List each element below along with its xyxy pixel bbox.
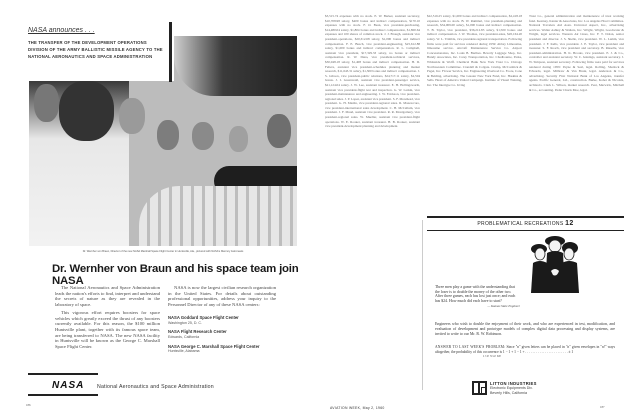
announce-body: THE TRANSFER OF THE DEVELOPMENT OPERATIONS DIVISION OF THE ARMY BALLISTIC MISSILE AGENCY TO THE NATIONAL AERONAUTICS AND SPACE ADMINISTRATION [28,40,163,59]
three-men-cartoon-icon [525,233,585,293]
center-name: NASA George C. Marshall Space Flight Center [168,343,260,349]
photo-caption: Dr. Wernher von Braun, Director of the new NASA Marshall Space Flight Center in Huntsville, Ala., pictured with NASA's Mercury Astronauts [82,250,244,253]
puzzle-rule-bottom [427,230,624,231]
puzzle-source: — Kansas State Engineer [487,304,520,309]
salary-listing-column-2: $22,516.25 salary, $1,000 bonus and indirect compensation, $2,418.18 expenses with no stock. B. W. Rummel, vice president-planning and research, $34,009.00 salary, $1,000 bonus and indirect compensation. T. B. Taylor, vice president, $36,212.83 salary, $1,500 bonus and indirect compensation. J. W. Thomas, vice president-sales, $20,164.20 salary. W. L. Trimble, vice president-regional transportation. Following firms were paid for services rendered during 1959: Abbey Limousine, limousine service. Aircraft Maintenance Service Co. Airport Concessionaires, Inc. Louis B. Barthes. Beverly Luggage Shop, Inc. Bundy Associates, Inc. Carey Transportation, Inc. Chadbourne, Parke, Whiteside & Wolff. Chemical Bank New York Trust Co. Chicago Northwestern Committee. Crandall & Colgate. Crump, McCormick & Paget, Inc. Flower Service, Inc. Engineering Overload Co. Foote, Cone & Belding, advertising. The Greater New York Fund, Inc. Haskins & Sells. Heart of America United Campaign. Institute of Visual Training, Inc. The Intertype Co. Irving [427,14,522,87]
salary-listing-column-3: Trust Co., general administration and maintenance of trust working fund. Kearney, Kanter & Associates, Inc. Los Angeles Host Committee. National Travelers Aid Assn. Universal Aspect, Inc., advertising services. Walter Ashley & Walters, Inc. Wright, Wright, Goodwater & Wright, legal services. Western Air Lines, Inc. F. T. Dolan, senior president and director. J. S. Shelle, vice president. W. L. Lamm, vice president. J. F. Kells, vice president. J. E. Taylor, vice president and treasurer. S. F. Roach, vice president and secretary. B. Rieselle, vice president-administration. H. K. Brooks, vice president. E. J. & Co., controller and assistant secretary. W. C. Jennings, assistant secretary. J. W. Simpson, assistant secretary. Following firms were paid for services rendered during 1959: Payne & Seal, legal. Rolling, Shatlock & Edwards, legal. Milbraw & Van Brunt, legal. Anderson & Co., advertising. Security First National Bank of Los Angeles, transfer agents. Pacific General, Ltd., construction. Burke, Kober & Nicolais, architects. Clark L. Wilson, market research. Peat, Marwick, Mitchell & Co., accounting. Peder Chuck Moe, legal. [529,14,624,92]
nasa-announces-box [28,27,168,60]
headline: Dr. Wernher von Braun and his space team join NASA [52,263,299,287]
center-location: Edwards, California [168,334,200,339]
logo-rule-top [28,373,98,375]
answer-denominators: 1! 2! 3! n! 63! [483,354,502,359]
center-location: Huntsville, Alabama [168,349,200,354]
salary-listing-column-1: $3,515.74 expenses with no stock. E. W. Barker, assistant secretary, $10,708.98 salary, $400 bonus and indirect compensation, $170.10 expenses with no stock. F. O. Bean, vice president-purchasing, $14,480.04 salary, $1,804 bonus and indirect compensation, $1,800.64 expenses and 100 shares of common stock. J. J. Brough, assistant vice president-operations, $20,312.68 salary, $1,000 bonus and indirect compensation. F. E. Busch, vice president-engineering, $25,612.88 salary, $1,000 bonus and indirect compensation. R. L. Campbell, assistant vice president, $17,329.33 salary, no bonus or indirect compensation. R. W. Dana, vice president-technical services, $30,048.18 salary, $1,408 bonus and indirect compensation. H. D. Felters, assistant vice president-schedules planning and market research, $11,643.31 salary, $1,300 bonus and indirect compensation. J. S. Gibson, vice president-public relations, $24,717.11 salary, $2,504 bonus. J. I. Greenwald, assistant vice president-passenger service, $21,124.04 salary. J. W. Lee, assistant treasurer. E. H. Hollingsworth, assistant vice president-flight test and inspection. G. W. Larkin, vice president-maintenance and engineering. J. W. Erickson, vice president-regional sales. J. P. Lopez, assistant vice president. S. F. Morehead, vice president. G. H. Maslin, vice president-regional sales. R. Mazzaccaro, vice president-international sales development. C. H. McCallum, vice president. J. F. Maud, assistant vice president. R. R. Montgomery, vice president-regional sales. W. Mueller, assistant vice president-flight operations. W. E. Rooker, assistant treasurer. H. B. Rooker, assistant vice president-development planning and development. [325,14,420,129]
advertiser-division: Electronic Equipments Div. [490,386,533,391]
announce-title: NASA announces . . . [28,27,95,34]
page-number-left: 186 [26,403,31,407]
center-name: NASA Goddard Space Flight Center [168,314,239,320]
puzzle-text [435,285,520,309]
nasa-logo: NASA [52,380,85,391]
article-column-2 [168,285,276,358]
rocket-engine-nozzle [139,186,297,246]
article-paragraph: NASA is now the largest civilian research organization in the United States. For details about outstanding professional opportunities, address your inquiry to the Personnel Director of any of these NASA centers: [168,285,276,308]
answer-section [435,345,615,359]
left-page [0,0,310,420]
nasa-logo-fullname: National Aeronautics and Space Administration [97,384,214,390]
page-number-right: 187 [600,405,605,409]
answer-label: ANSWER TO LAST WEEK'S PROBLEM: [435,345,506,349]
article-paragraph: This vigorous effort requires boosters for space vehicles which greatly exceed the thrust of any boosters currently available. For this reason, the $100 million Huntsville plant, together with its famous space team, are being transferred to NASA. The new NASA facility in Huntsville will be known as the George C. Marshall Space Flight Center. [55,309,160,350]
nasa-centers-list [168,315,276,355]
puzzle-section-title [427,220,624,227]
center-name: NASA Flight Research Center [168,329,227,335]
puzzle-question: Three men play a game with the understanding that the loser is to double the money of the other two. After three games, each has lost just once; and each has $24. How much did each have to start? [435,285,516,303]
von-braun-photo [29,36,297,246]
puzzle-number: 12 [565,220,574,227]
litton-logo-icon [472,381,487,395]
logo-rule-bottom [28,394,98,396]
recruitment-text: Engineers who wish to double the enjoyment of their work, and who are experienced in test, modification, and evaluation of development and prototype models of complex digital data processing and display systems, are invited to write to our Mr. R. W. Robinson. [435,322,615,336]
center-location: Washington 25, D. C. [168,320,203,325]
answer-text: Since "n" given letters can be placed in "n" given envelopes in "n!" ways altogether, the probability of this occurrence is 1 − 1 + 1 − 1 + . . . . . . . . . . . . . . . . . . . . . . . . ± 1 [435,345,615,354]
litton-advertiser-block [472,381,537,395]
advertiser-location: Beverly Hills, California [490,390,527,395]
rocket-engine-top [174,36,297,96]
column-divider [422,220,423,390]
article-paragraph: The National Aeronautics and Space Administration leads the nation's efforts to find, interpret and understand the secrets of nature as they are revealed in the laboratory of space. [55,285,160,308]
puzzle-title-text: PROBLEMATICAL RECREATIONS [477,221,564,227]
announce-divider [169,22,172,82]
article-column-1 [55,285,160,352]
magazine-footer: AVIATION WEEK, May 2, 1960 [330,406,385,410]
advertiser-name: LITTON INDUSTRIES [490,381,537,387]
right-page [310,0,624,420]
puzzle-rule-top [427,216,624,218]
